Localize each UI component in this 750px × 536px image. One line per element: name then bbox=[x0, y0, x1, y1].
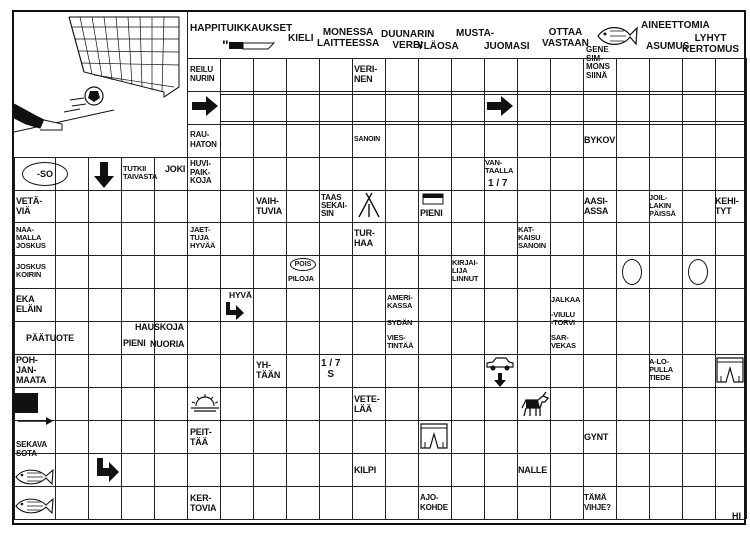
down-arrow-small-icon bbox=[494, 373, 506, 387]
clue-katkaisu: KAT- KAISU SANOIN bbox=[518, 225, 546, 250]
clue-kertovia: KER- TOVIA bbox=[190, 493, 217, 513]
grid-hline bbox=[220, 121, 746, 122]
grid-hline bbox=[14, 321, 746, 322]
clue-viestintaa: VIES- TINTÄÄ bbox=[387, 333, 414, 350]
grid-vline bbox=[517, 58, 518, 519]
bent-arrow-icon-1 bbox=[224, 302, 244, 320]
header-lyhyt: LYHYT KERTOMUS bbox=[682, 33, 740, 55]
fish-icon-3 bbox=[14, 495, 54, 517]
soccer-goal-illustration-icon bbox=[14, 12, 184, 152]
clue-yhtaan: YH- TÄÄN bbox=[256, 360, 281, 380]
header-kieli: KIELI bbox=[288, 33, 314, 44]
grid-vline bbox=[682, 58, 683, 519]
clue-aloppulla: A-LO- PULLA TIEDE bbox=[649, 357, 673, 382]
clue-piloja: PILOJA bbox=[288, 274, 314, 283]
clue-seventh2: 1 / 7 S bbox=[321, 358, 341, 380]
clue-ekaelain: EKA ELÄIN bbox=[16, 294, 43, 314]
clue-huvipaikkoja: HUVI- PAIK- KOJA bbox=[190, 159, 212, 186]
clue-sydan: SYDÄN bbox=[387, 318, 413, 327]
grid-hline bbox=[14, 354, 746, 355]
so-label: -SO bbox=[36, 169, 53, 179]
clue-sarvekas: SAR- VEKAS bbox=[551, 333, 576, 350]
header-ottaa: OTTAA VASTAAN bbox=[542, 27, 589, 49]
car-icon bbox=[485, 356, 515, 372]
clue-hauskoja: HAUSKOJA bbox=[135, 322, 184, 332]
clue-pieni: PIENI bbox=[420, 208, 443, 218]
grid-vline bbox=[649, 58, 650, 519]
clue-kilpi: KILPI bbox=[354, 465, 377, 475]
grid-vline bbox=[187, 10, 188, 58]
empty-oval-1 bbox=[622, 259, 642, 285]
grid-hline bbox=[14, 420, 746, 421]
grid-vline bbox=[484, 58, 485, 519]
clue-kehityt: KEHI- TYT bbox=[715, 196, 739, 216]
right-arrow-icon-1 bbox=[192, 96, 218, 116]
clue-kirjailija: KIRJAI- LIJA LINNUT bbox=[452, 258, 479, 283]
black-box-icon bbox=[14, 393, 40, 415]
clue-nalle: NALLE bbox=[518, 465, 547, 475]
clue-verinen: VERI- NEN bbox=[354, 64, 378, 84]
pois-label: POIS bbox=[294, 261, 312, 268]
clue-vantaalla: VAN- TAALLA bbox=[485, 158, 514, 175]
grid-hline bbox=[14, 255, 746, 256]
clue-sanoin: SANOIN bbox=[354, 136, 381, 143]
grid-hline bbox=[187, 91, 746, 92]
down-arrow-icon bbox=[94, 162, 114, 188]
grid-hline bbox=[187, 58, 746, 59]
clue-vetelaa: VETE- LÄÄ bbox=[354, 394, 380, 414]
clue-viulu: -VIULU -TORVI bbox=[551, 310, 575, 327]
empty-oval-2 bbox=[688, 259, 708, 285]
grid-hline bbox=[220, 94, 746, 95]
clue-bykov: BYKOV bbox=[584, 135, 616, 145]
clue-nuoria: NUORIA bbox=[150, 339, 185, 349]
clue-tutkii: TUTKII TAIVASTA bbox=[123, 164, 158, 181]
clue-ajokohde: AJO- KOHDE bbox=[420, 493, 448, 512]
clue-aasiassa: AASI- ASSA bbox=[584, 196, 609, 216]
flag-icon bbox=[422, 193, 444, 205]
clue-sekava: SEKAVA SOTA bbox=[16, 440, 47, 458]
grid-vline bbox=[715, 58, 716, 519]
header-asumus: ASUMUS bbox=[646, 41, 690, 52]
bent-arrow-icon-2 bbox=[95, 458, 119, 482]
goat-icon bbox=[518, 388, 550, 420]
right-arrow-icon-2 bbox=[487, 96, 513, 116]
clue-paatuote: PÄÄTUOTE bbox=[26, 333, 74, 343]
grid-vline bbox=[746, 58, 747, 519]
grid-hline bbox=[187, 157, 746, 158]
header-happituikkaukset: HAPPITUIKKAUKSET bbox=[190, 23, 293, 34]
header-musta: MUSTA- bbox=[456, 28, 495, 39]
grid-hline bbox=[187, 124, 746, 125]
clue-pohjanmaata: POH- JAN- MAATA bbox=[16, 355, 47, 385]
signature: HI bbox=[732, 511, 741, 521]
grid-hline bbox=[14, 288, 746, 289]
header-gene: GENE MONS SIINÄ bbox=[586, 45, 610, 80]
grid-hline bbox=[14, 519, 746, 520]
clue-tamavihje: TÄMÄ VIHJE? bbox=[584, 493, 611, 512]
clue-joililakin: JOIL- LAKIN PÄISSÄ bbox=[649, 193, 676, 218]
header-ylaosa: YLÄOSA bbox=[417, 41, 459, 52]
clue-joskus: JOSKUS KOIRIN bbox=[16, 262, 46, 279]
clue-taas: TAAS SEKAI- SIN bbox=[321, 193, 347, 218]
clue-seventh: 1 / 7 bbox=[488, 178, 508, 189]
header-quote: " bbox=[222, 37, 229, 53]
clue-vetavia: VETÄ- VIÄ bbox=[16, 196, 43, 216]
right-thin-arrow-icon bbox=[18, 416, 54, 426]
clue-gynt: GYNT bbox=[584, 432, 609, 442]
grid-hline bbox=[14, 486, 746, 487]
clue-jalkaa: JALKAA bbox=[551, 295, 581, 304]
pois-oval bbox=[290, 258, 316, 271]
header-monessa: MONESSA LAITTEESSA bbox=[317, 27, 380, 49]
knife-icon bbox=[228, 40, 276, 52]
grid-vline bbox=[286, 58, 287, 519]
grid-vline bbox=[616, 58, 617, 519]
clue-rauhaton: RAU- HATON bbox=[190, 130, 217, 149]
trousers-icon bbox=[714, 356, 746, 384]
clue-hyva: HYVÄ bbox=[229, 290, 252, 300]
trousers-icon-2 bbox=[418, 422, 450, 450]
clue-vaihtuvia: VAIH- TUVIA bbox=[256, 196, 283, 216]
clue-amerikassa: AMERI- KASSA bbox=[387, 293, 413, 310]
clue-reilu: REILU NURIN bbox=[190, 65, 215, 83]
grid-vline bbox=[88, 157, 89, 519]
grid-vline bbox=[451, 58, 452, 519]
clue-pieni2: PIENI bbox=[123, 338, 146, 348]
header-juomasi: JUOMASI bbox=[484, 41, 530, 52]
header-aineettomia: AINEETTOMIA bbox=[641, 20, 710, 31]
grid-vline bbox=[550, 58, 551, 519]
sunset-icon bbox=[190, 392, 220, 414]
grid-vline bbox=[319, 58, 320, 519]
clue-jaettuja: JAET- TUJA HYVÄÄ bbox=[190, 225, 216, 250]
clue-peittaa: PEIT- TÄÄ bbox=[190, 427, 212, 447]
fish-icon-2 bbox=[14, 466, 54, 488]
tent-icon bbox=[356, 192, 382, 218]
clue-joki: JOKI bbox=[165, 164, 186, 174]
so-oval bbox=[22, 162, 68, 186]
clue-turhaa: TUR- HAA bbox=[354, 228, 375, 248]
clue-naamalla: NAA- MALLA JOSKUS bbox=[16, 225, 46, 250]
header-duunarin: DUUNARIN VERBI bbox=[381, 29, 435, 51]
